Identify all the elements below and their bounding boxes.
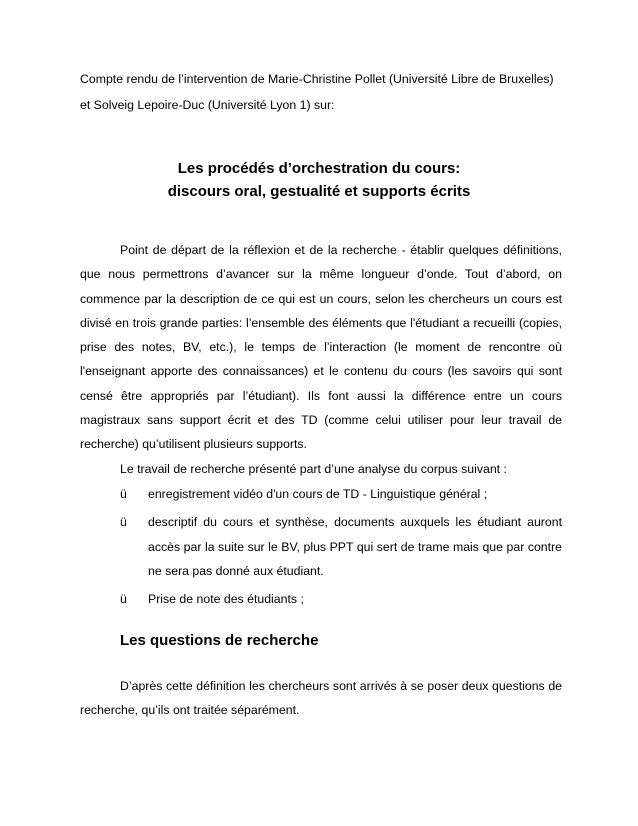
corpus-intro-paragraph: Le travail de recherche présenté part d’une analyse du corpus suivant : — [120, 462, 507, 476]
document-title-line-1: Les procédés d’orchestration du cours: — [177, 160, 461, 177]
research-questions-paragraph: D’après cette définition les chercheurs sont arrivés à se poser deux questions de recherche, qu’ils ont traitée séparément. — [80, 679, 562, 718]
list-item — [120, 510, 562, 583]
corpus-list — [120, 482, 562, 615]
check-bullet-icon: ü — [120, 487, 127, 501]
section-heading: Les questions de recherche — [120, 632, 319, 649]
document-title-line-2: discours oral, gestualité et supports écrits — [167, 183, 471, 200]
intro-paragraph: Point de départ de la réflexion et de la recherche - établir quelques définitions, que nous permettrons d’avancer sur la même longueur d’onde. Tout d’abord, on commence par la description de ce qui est un cours, selon les chercheurs un cours est divisé en trois grande parties: l’ensemble des éléments que l'étudiant a recueilli (copies, prise des notes, BV, etc.), le temps de l’interaction (le moment de rencontre où l'enseignant apporte des connaissances) et le contenu du cours (les savoirs qui sont censé être appropriés par l’étudiant). Ils font aussi la différence entre un cours magistraux sans support écrit et des TD (comme celui utiliser pour leur travail de recherche) qu’utilisent plusieurs supports. — [80, 243, 562, 452]
list-item-text: Prise de note des étudiants ; — [148, 592, 304, 607]
check-bullet-icon: ü — [120, 592, 127, 607]
list-item-text: descriptif du cours et synthèse, documents auxquels les étudiant auront accès par la suite sur le BV, plus PPT qui sert de trame mais que par contre ne sera pas donné aux étudiant. — [148, 515, 562, 578]
header-line-1: Compte rendu de l’intervention de Marie-Christine Pollet (Université Libre de Bruxelles) — [80, 72, 554, 86]
list-item — [120, 482, 562, 506]
header-line-2: et Solveig Lepoire-Duc (Université Lyon 1) sur: — [80, 98, 335, 112]
list-item-text: enregistrement vidéo d'un cours de TD - Linguistique général ; — [148, 487, 488, 501]
check-bullet-icon: ü — [120, 515, 127, 530]
report-header — [80, 66, 562, 118]
list-item — [120, 587, 562, 611]
